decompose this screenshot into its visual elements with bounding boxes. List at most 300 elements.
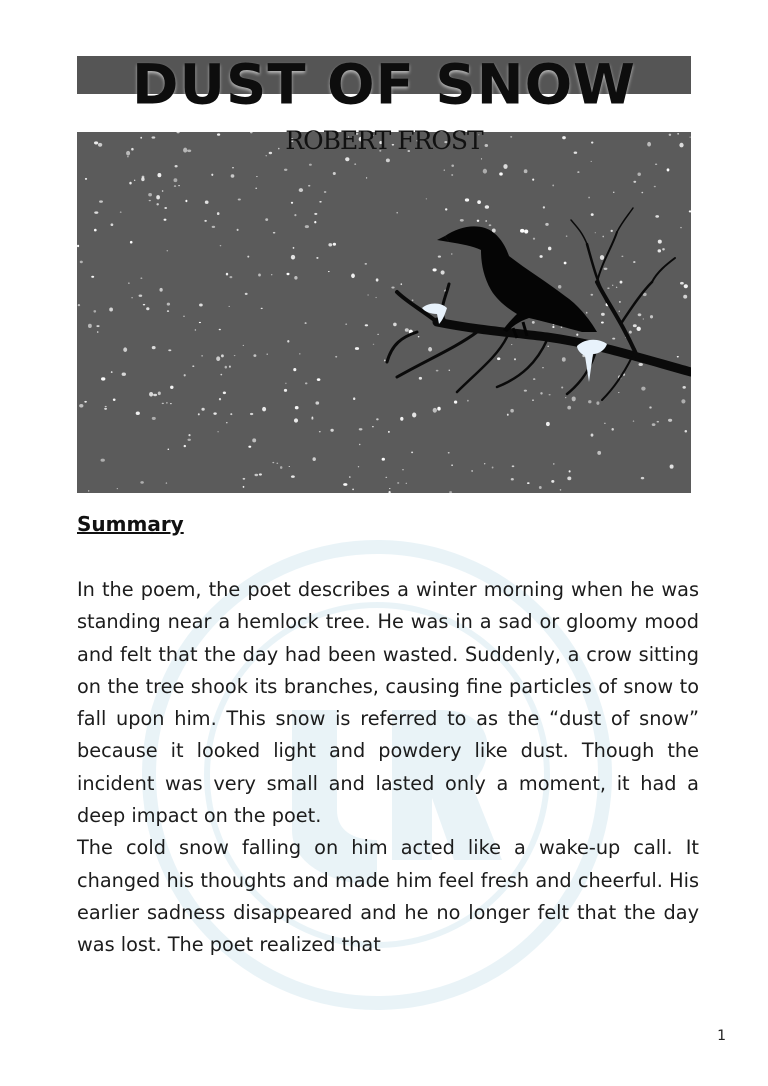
snowflake	[199, 322, 201, 323]
snowflake	[684, 284, 688, 288]
snowflake	[680, 227, 681, 228]
snowflake	[167, 310, 169, 311]
summary-paragraph-1: In the poem, the poet describes a winter morning when he was standing near a hemlock tree. He was in a sad or gloomy mood and felt that the day had been wasted. Suddenly, a crow sitting on the tree shook its branches, causing fine particles of snow to fall upon him. This snow is referred to as the “dust of snow” because it looked light and powdery like dust. Though the incident was very small and lasted only a moment, it had a deep impact on the poet.	[77, 578, 699, 828]
snowflake	[168, 448, 170, 450]
snowflake	[532, 321, 535, 324]
snowflake	[250, 413, 253, 415]
snowflake	[316, 257, 318, 259]
snowflake	[641, 477, 644, 479]
snowflake	[389, 488, 390, 489]
snowflake	[551, 480, 554, 483]
snowflake	[266, 155, 267, 156]
snowflake	[122, 373, 126, 376]
snowflake	[655, 215, 659, 218]
snowflake	[261, 308, 263, 309]
snowflake	[226, 422, 228, 423]
snowflake	[510, 409, 514, 413]
snowflake	[294, 418, 298, 422]
snowflake	[569, 470, 571, 472]
snowflake	[668, 419, 672, 422]
snowflake	[365, 263, 368, 265]
snowflake	[552, 184, 554, 186]
snowflake	[612, 285, 613, 286]
snowflake	[641, 192, 643, 194]
snowflake	[601, 313, 605, 316]
snowflake	[131, 297, 133, 298]
snowflake	[96, 325, 99, 327]
snowflake	[507, 414, 509, 416]
snowflake	[677, 356, 679, 357]
snowflake	[441, 270, 445, 274]
snowflake	[231, 174, 235, 177]
snowflake	[426, 198, 427, 199]
snowflake	[97, 331, 99, 333]
snowflake	[328, 243, 332, 246]
snowflake	[411, 452, 413, 454]
snowflake	[542, 367, 544, 368]
snowflake	[560, 489, 562, 490]
snowflake	[159, 288, 162, 292]
snowflake	[451, 174, 453, 176]
snowflake	[355, 347, 359, 350]
snowflake	[287, 340, 289, 343]
snowflake	[253, 354, 256, 357]
snowflake	[512, 465, 515, 467]
snowflake	[658, 249, 661, 252]
snowflake	[372, 426, 374, 427]
snowflake	[152, 417, 156, 420]
snowflake	[539, 486, 542, 489]
snowflake	[596, 401, 599, 404]
snowflake	[402, 469, 403, 470]
snowflake	[252, 438, 256, 442]
author-name: ROBERT FROST	[285, 126, 483, 155]
snowflake	[633, 324, 637, 327]
snowflake	[552, 326, 554, 328]
snowflake	[597, 451, 601, 455]
snowflake	[611, 230, 613, 232]
snowflake	[565, 397, 566, 398]
snowflake	[375, 297, 376, 298]
snowflake	[436, 370, 439, 372]
snowflake	[639, 363, 643, 366]
snowflake	[655, 164, 657, 166]
snowflake	[612, 338, 615, 340]
snowflake	[311, 417, 313, 419]
snowflake	[319, 431, 321, 432]
snowflake	[445, 208, 447, 210]
snowflake	[400, 417, 403, 421]
snowflake	[94, 229, 97, 232]
snowflake	[80, 261, 83, 264]
snowflake	[657, 421, 660, 423]
snowflake	[184, 374, 186, 376]
snowflake	[621, 256, 623, 257]
snowflake	[152, 346, 156, 349]
snowflake	[175, 165, 178, 167]
snowflake	[225, 366, 227, 369]
snowflake	[591, 294, 594, 296]
snowflake	[492, 467, 494, 469]
snowflake	[532, 179, 534, 181]
snowflake	[633, 261, 635, 263]
snowflake	[258, 274, 261, 277]
snowflake	[591, 213, 594, 216]
snowflake	[157, 173, 161, 177]
summary-body	[77, 574, 699, 962]
snowflake	[354, 163, 356, 164]
snowflake	[433, 408, 437, 413]
snowflake	[315, 401, 319, 404]
snowflake	[256, 176, 258, 177]
snowflake	[401, 283, 403, 285]
snowflake	[564, 262, 567, 265]
snowflake	[243, 478, 246, 480]
snowflake	[243, 345, 244, 346]
snowflake	[212, 226, 215, 228]
snowflake	[683, 386, 686, 389]
snowflake	[308, 185, 310, 187]
snowflake	[140, 277, 142, 279]
snowflake	[601, 321, 604, 323]
snowflake	[670, 465, 674, 469]
snowflake	[359, 444, 361, 445]
snowflake	[164, 207, 167, 209]
snowflake	[199, 304, 203, 307]
snowflake	[333, 172, 336, 175]
snowflake	[84, 401, 87, 403]
snowflake	[618, 392, 619, 393]
snowflake	[134, 180, 135, 181]
snowflake	[619, 311, 620, 312]
snowflake	[611, 428, 613, 431]
snowflake	[88, 490, 89, 491]
snowflake	[539, 255, 542, 258]
snowflake	[293, 368, 296, 371]
snowflake	[451, 164, 454, 166]
snowflake	[553, 463, 554, 465]
snow-night-scene	[77, 132, 691, 493]
snowflake	[433, 268, 437, 271]
snowflake	[162, 403, 164, 404]
snowflake	[91, 276, 94, 278]
snowflake	[226, 273, 228, 276]
snowflake	[485, 205, 489, 209]
snowflake	[113, 398, 116, 400]
hero-illustration	[77, 132, 691, 493]
snowflake	[467, 400, 469, 402]
snowflake	[167, 250, 169, 251]
snowflake	[343, 483, 347, 486]
snowflake	[428, 347, 432, 351]
snowflake	[586, 312, 588, 314]
snowflake	[140, 481, 144, 484]
snowflake	[255, 188, 257, 189]
snowflake	[168, 349, 171, 351]
snowflake	[499, 172, 503, 175]
snowflake	[448, 452, 450, 454]
snowflake	[391, 286, 394, 288]
snowflake	[595, 232, 596, 233]
snowflake	[485, 220, 487, 222]
snowflake	[142, 176, 145, 179]
snowflake	[524, 390, 527, 392]
snowflake	[576, 334, 578, 336]
snowflake	[305, 382, 308, 384]
snowflake	[85, 178, 87, 180]
snowflake	[662, 248, 665, 250]
snowflake	[549, 394, 551, 395]
snowflake	[397, 482, 399, 483]
snowflake	[183, 316, 185, 317]
snowflake	[265, 218, 268, 221]
snowflake	[451, 254, 452, 255]
snowflake	[185, 200, 187, 202]
snowflake	[520, 229, 524, 233]
snowflake	[543, 206, 545, 208]
snowflake	[561, 326, 563, 328]
snowflake	[319, 201, 322, 203]
snowflake	[353, 397, 355, 400]
snowflake	[238, 199, 241, 201]
snowflake	[489, 224, 492, 226]
snowflake	[139, 295, 143, 297]
snowflake	[451, 464, 453, 466]
snowflake	[201, 355, 203, 356]
snowflake	[271, 274, 273, 275]
snowflake	[335, 356, 337, 358]
snowflake	[449, 370, 451, 371]
snowflake	[540, 392, 542, 394]
snowflake	[184, 445, 186, 447]
snowflake	[111, 371, 113, 373]
snowflake	[192, 366, 194, 367]
snowflake	[228, 306, 229, 307]
snowflake	[276, 463, 278, 464]
snowflake	[566, 236, 568, 237]
snowflake	[658, 240, 662, 244]
snowflake	[101, 459, 105, 462]
snowflake	[170, 386, 173, 389]
summary-paragraph-2: The cold snow falling on him acted like a wake-up call. It changed his thoughts and made him feel fresh and cheerful. His earlier sadness disappeared and he no longer felt that the day was lost. The poet realized that	[77, 836, 699, 957]
snowflake	[149, 392, 153, 397]
snowflake	[620, 281, 623, 284]
snowflake	[503, 164, 507, 169]
snowflake	[412, 413, 416, 418]
snowflake	[577, 171, 579, 172]
snowflake	[386, 158, 390, 162]
snowflake	[683, 295, 687, 299]
snowflake	[351, 274, 355, 279]
snowflake	[237, 229, 239, 231]
snowflake	[333, 243, 336, 246]
snowflake	[388, 431, 390, 433]
snowflake	[477, 220, 480, 222]
snowflake	[680, 282, 684, 285]
snowflake	[188, 434, 190, 436]
snowflake	[349, 476, 351, 478]
snowflake	[681, 399, 685, 403]
snowflake	[654, 186, 656, 188]
snowflake	[396, 212, 398, 214]
snowflake	[216, 356, 220, 361]
snowflake	[314, 213, 317, 215]
page-title: DUST OF SNOW	[132, 53, 636, 118]
snowflake	[511, 478, 514, 481]
snowflake	[437, 407, 440, 411]
snowflake	[232, 167, 233, 168]
snowflake	[385, 477, 387, 478]
snowflake	[366, 177, 367, 178]
snowflake	[170, 403, 172, 404]
snowflake	[93, 310, 96, 312]
snowflake	[547, 346, 549, 347]
snowflake	[546, 422, 550, 426]
snowflake	[641, 387, 645, 391]
snowflake	[561, 387, 563, 389]
snowflake	[562, 357, 566, 361]
snowflake	[219, 398, 221, 401]
snowflake	[649, 406, 652, 408]
snowflake	[483, 169, 487, 174]
snowflake	[616, 287, 617, 288]
snowflake	[198, 413, 200, 415]
snowflake	[637, 327, 641, 331]
snowflake	[247, 256, 249, 258]
snowflake	[604, 268, 608, 270]
snowflake	[217, 212, 220, 215]
snowflake	[465, 198, 469, 201]
snowflake	[101, 377, 105, 380]
snowflake	[254, 474, 258, 476]
snowflake	[567, 406, 571, 410]
snowflake	[128, 283, 129, 284]
snowflake	[376, 418, 379, 420]
snowflake	[438, 256, 441, 258]
snowflake	[104, 408, 107, 410]
snowflake	[143, 304, 146, 306]
snowflake	[284, 389, 287, 392]
snowflake	[667, 168, 670, 171]
snowflake	[94, 211, 98, 213]
snowflake	[548, 247, 551, 251]
snowflake	[120, 211, 122, 213]
snowflake	[533, 378, 535, 380]
snowflake	[454, 401, 457, 404]
snowflake	[149, 200, 151, 201]
snowflake	[220, 245, 222, 246]
snowflake	[117, 488, 118, 489]
snowflake	[88, 324, 92, 328]
snowflake	[78, 304, 80, 306]
snowflake	[633, 420, 634, 421]
snowflake	[604, 423, 605, 424]
snowflake	[220, 374, 222, 376]
snowflake	[588, 400, 591, 403]
snowflake	[484, 463, 486, 464]
snowflake	[638, 313, 642, 316]
snowflake	[330, 429, 333, 432]
snowflake	[328, 271, 330, 272]
snowflake	[164, 219, 167, 221]
snowflake	[405, 328, 409, 332]
snowflake	[156, 203, 158, 205]
snowflake	[382, 458, 385, 461]
snowflake	[162, 190, 164, 191]
snowflake	[312, 457, 315, 461]
snowflake	[146, 307, 149, 310]
snowflake	[195, 329, 196, 330]
snowflake	[524, 169, 528, 173]
snowflake	[406, 483, 407, 484]
snowflake	[418, 336, 420, 337]
snowflake	[497, 357, 500, 360]
snowflake	[532, 400, 534, 401]
snowflake	[187, 439, 190, 441]
snowflake	[358, 466, 359, 467]
snowflake	[230, 413, 232, 415]
snowflake	[572, 396, 576, 401]
snowflake	[294, 276, 297, 280]
snowflake	[345, 157, 349, 161]
snowflake	[376, 278, 379, 281]
snowflake	[245, 293, 248, 295]
snowflake	[299, 353, 300, 354]
snowflake	[591, 161, 592, 162]
snowflake	[291, 202, 293, 204]
snowflake	[650, 315, 653, 318]
snowflake	[217, 431, 219, 432]
snowflake	[305, 225, 309, 228]
snowflake	[272, 462, 274, 463]
snowflake	[299, 188, 303, 192]
summary-heading: Summary	[77, 512, 184, 536]
snowflake	[352, 489, 354, 491]
snowflake	[123, 347, 127, 352]
snowflake	[629, 331, 632, 334]
snowflake	[588, 197, 590, 199]
snowflake	[229, 276, 232, 278]
snowflake	[367, 295, 368, 296]
snowflake	[412, 299, 414, 301]
snowflake	[607, 287, 609, 288]
snowflake	[166, 482, 167, 484]
snowflake	[221, 354, 224, 357]
snowflake	[234, 355, 236, 356]
snowflake	[219, 329, 221, 331]
snowflake	[166, 402, 168, 403]
snowflake	[294, 214, 296, 216]
snowflake	[262, 407, 266, 412]
snowflake	[393, 323, 397, 327]
snowflake	[273, 232, 276, 234]
snowflake	[156, 195, 160, 199]
snowflake	[373, 344, 375, 345]
snowflake	[444, 169, 445, 171]
snowflake	[223, 391, 226, 394]
snowflake	[280, 466, 282, 469]
snowflake	[481, 158, 482, 159]
snowflake	[243, 486, 245, 488]
snowflake	[591, 434, 594, 437]
snowflake	[109, 308, 113, 312]
snowflake	[685, 430, 688, 433]
snowflake	[174, 185, 176, 187]
snowflake	[291, 255, 295, 260]
snowflake	[309, 164, 312, 166]
snowflake	[613, 192, 614, 193]
snowflake	[285, 383, 286, 384]
